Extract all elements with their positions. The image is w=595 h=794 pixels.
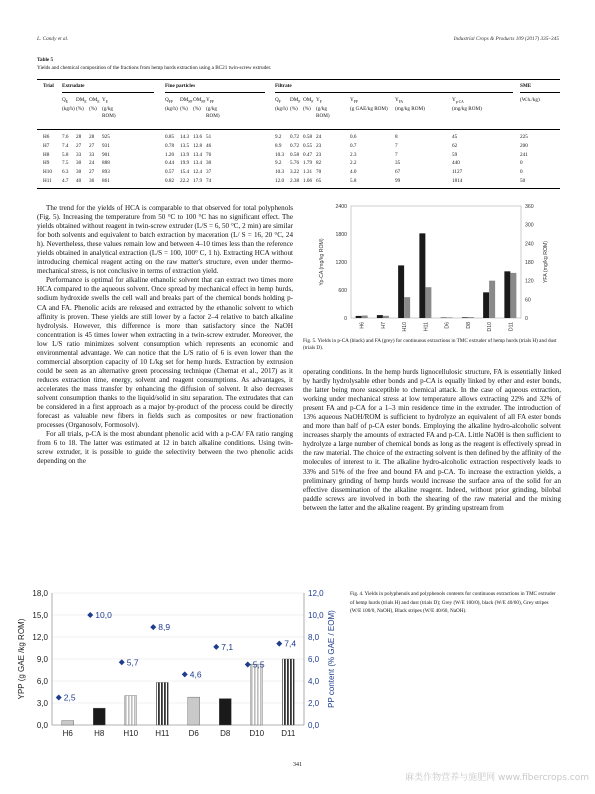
table-cell: 0.58 (290, 151, 300, 158)
column-unit: (%) (89, 106, 97, 113)
table-cell: 40 (76, 178, 82, 184)
table-row-trial: H11 (43, 178, 52, 184)
x-tick-label: D6 (444, 322, 451, 329)
bar-pca (356, 316, 362, 318)
table-cell: 24 (316, 134, 322, 140)
column-subscript: F (278, 100, 281, 105)
table-cell: 27 (89, 169, 95, 176)
table-cell: 13.4 (193, 160, 203, 167)
fine-particles-underline (165, 92, 265, 93)
data-label: 2,5 (63, 692, 76, 703)
x-tick-label: H11 (423, 322, 430, 332)
table-cell: 0.6 (350, 134, 357, 140)
y-tick-label: 1200 (335, 260, 347, 266)
table-cell: 4.0 (350, 169, 357, 176)
x-tick-label: H10 (402, 322, 409, 332)
extrudate-underline (62, 92, 154, 93)
x-tick-label: H7 (380, 322, 387, 329)
table-cell: 8 (395, 134, 398, 140)
table-cell: 12.4 (193, 169, 203, 176)
table-cell: 45 (452, 134, 458, 140)
table-cell: 5.76 (290, 160, 300, 167)
y2-tick-label: 4,0 (308, 677, 320, 686)
bar-pca (419, 233, 425, 318)
table-cell: 925 (102, 134, 110, 140)
table-cell: 14.3 (180, 134, 190, 140)
bar-fa (489, 281, 495, 318)
bar-fa (362, 316, 368, 318)
figure-5-caption: Fig. 5. Yields in p-CA (black) and FA (grey) for continuous extractions in TMC extruder of hemp hurds (trials H) and dust (trials D). (303, 338, 557, 351)
plot-frame (351, 206, 521, 318)
table-group-fine-particles: Fine particles (165, 83, 196, 89)
table-cell: 82 (316, 160, 322, 167)
table-cell: 440 (452, 160, 460, 167)
column-unit: (%) (76, 106, 84, 113)
x-tick-label: D6 (188, 729, 199, 738)
y-axis-label: YPP (g GAE /kg ROM) (17, 618, 26, 700)
column-subscript: PP (209, 100, 214, 105)
column-unit: (%) (303, 106, 311, 113)
table-cell: 931 (102, 142, 110, 149)
paragraph: operating conditions. In the hemp hurds lignocellulosic structure, FA is essentially linked by hardly hydrolysable ether bonds and p-CA is equally linked by ether and ester bonds, the latter being more susceptible to chemical attack. In the case of aqueous extraction, working under mechanical stress at low temperature allows extracting 22% and 32% of present FA and p-CA for a 1–3 min residence time in the extruder. The introduction of 13% aqueous NaOH/ROM is sufficient to hydrolyze an equivalent of all FA ester bonds and more than half of p-CA ester bonds. Employing the alkaline hydro-alcoholic solvent increases sharply the amounts of extracted FA and p-CA. Little NaOH is then sufficient to hydrolyze a large number of chemical bonds as long as the reagent is effectively spread in the raw material. The choice of the extracting solvent is then defined by the affinity of the molecules of interest to it. The alkaline hydro-alcoholic extraction respectively leads to 33% and 51% of the free and bound FA and p-CA. To increase the extraction yields, a preliminary grinding of hemp hurds would increase the surface area of the solid for an effective dissemination of the alkaline reagent. Indeed, without prior grinding, bilobal paddle screws are involved in both the shearing of the raw material and the mixing between the latter and the alkaline reagent. By grinding upstream from (303, 368, 561, 512)
data-point-diamond (119, 659, 125, 665)
table-cell: 0.55 (303, 142, 313, 149)
table-cell: 0 (520, 169, 523, 176)
table-column-header (206, 97, 246, 120)
table-cell: 7.4 (62, 142, 69, 149)
column-unit: (mg/kg ROM) (452, 106, 482, 113)
column-unit: (g/kg ROM) (316, 106, 330, 120)
table-cell: 5.8 (350, 178, 357, 184)
x-tick-label: D11 (508, 322, 515, 332)
bar-pca (504, 271, 510, 318)
data-label: 5,7 (126, 657, 139, 668)
table-top-rule (37, 79, 560, 80)
table-cell: 7.5 (62, 160, 69, 167)
x-tick-label: D8 (220, 729, 231, 738)
column-label: Y (395, 97, 399, 103)
table-cell: 8.9 (275, 142, 282, 149)
column-label: DM (290, 97, 299, 103)
table-cell: 46 (206, 142, 212, 149)
column-unit: (kg/h) (62, 106, 75, 113)
bar-pca (462, 317, 468, 318)
x-tick-label: H6 (62, 729, 73, 738)
x-tick-label: D10 (249, 729, 265, 738)
data-point-diamond (245, 662, 251, 668)
table-header-rule (37, 129, 560, 130)
column-subscript: E (84, 100, 87, 105)
table-cell: 12.8 (193, 142, 203, 149)
table-cell: 0.7 (350, 142, 357, 149)
table-group-trial: Trial (43, 83, 54, 89)
data-point-diamond (182, 671, 188, 677)
table-cell: 17.9 (193, 178, 203, 184)
table-cell: 65 (316, 178, 322, 184)
column-label: Q (165, 97, 169, 103)
table-cell: 888 (102, 160, 110, 167)
data-point-diamond (213, 644, 219, 650)
table-cell: 35 (395, 160, 401, 167)
table-cell: 37 (206, 169, 212, 176)
data-label: 7,1 (221, 641, 234, 652)
column-label: Q (62, 97, 66, 103)
table-cell: 33 (76, 151, 82, 158)
y2-axis-label: YFA (mg/kg ROM) (543, 240, 549, 284)
table-cell: 0.47 (303, 151, 313, 158)
data-label: 10,0 (95, 610, 112, 620)
table-cell: 19.9 (180, 160, 190, 167)
table-cell: 28 (76, 134, 82, 140)
column-label: Y (350, 97, 354, 103)
table-cell: 200 (520, 142, 528, 149)
table-cell: 10.3 (275, 151, 285, 158)
table-cell: 241 (520, 151, 528, 158)
table-cell: 30 (76, 169, 82, 176)
bar-yield (62, 721, 74, 725)
table-cell: 15.4 (180, 169, 190, 176)
column-label: (W.h./kg) (520, 97, 540, 103)
column-label: Q (275, 97, 279, 103)
y-tick-label: 6,0 (36, 677, 48, 686)
bar-pca (483, 292, 489, 318)
table-cell: 225 (520, 134, 528, 140)
bar-fa (404, 297, 410, 318)
y-tick-label: 12,0 (32, 633, 48, 642)
x-tick-label: H6 (359, 322, 366, 329)
y2-tick-label: 0 (525, 316, 528, 322)
y2-tick-label: 240 (525, 241, 534, 248)
bar-yield (251, 664, 263, 725)
column-label: OM (303, 97, 312, 103)
table-cell: 1.06 (303, 178, 313, 184)
table-cell: 51 (206, 134, 212, 140)
column-label: Y (316, 97, 320, 103)
watermark: 麻类作物营养与施肥网 www.fibercrops.com (405, 773, 589, 783)
table-cell: 10.3 (275, 169, 285, 176)
body-text-right (303, 368, 561, 513)
column-unit: (g GAE/kg ROM) (350, 106, 388, 113)
paragraph: Performance is optimal for alkaline ethanolic solvent that can extract two times more HCA compared to the aqueous solvent. Once spread by mechanical effect in hemp hurds, sodium hydroxide swells the cell wall and breaks part of the chemical bonds holding p-CA and FA. Phenolic acids are released and extracted by the ethanolic solvent to which affinity is proven. These yields are still lower by a factor 2–4 relative to batch alkaline hydrolysis. However, this difference is more than satisfactory since the NaOH concentration is 45 times lower when extracting in a twin-screw extruder. Moreover, the low L/S ratio minimizes solvent consumption which represents an economic and environmental advantage. We can notice that the L/S ratio of 6 is even lower than the commercial absorption capacity of 10 L/kg set for hemp hurds. Extraction by extrusion could be seen as an alternative green processing technique (Chemat et al., 2017) as it reduces extraction time, energy, solvent and reagent consumptions. As advantages, it accelerates the mass transfer by enhancing the diffusion of solvent. It also decreases solvent consumption thanks to the liquid/solid in situ separation. The extrudates that can be considered in a first approach as a major by-product of the process could be directly forecast as valuable new fibers in fields such as composites or new fractionation processes (Organosolv, Formosolv). (37, 276, 293, 430)
table-row-trial: H7 (43, 142, 50, 149)
table-cell: 23 (316, 151, 322, 158)
table-column-header (520, 97, 560, 104)
table-cell: 74 (206, 178, 212, 184)
x-tick-label: H10 (123, 729, 139, 738)
table-cell: 24 (89, 160, 95, 167)
data-label: 7,4 (284, 638, 297, 649)
table-cell: 0.72 (290, 134, 300, 140)
table-cell: 0.85 (165, 134, 175, 140)
data-label: 4,6 (189, 669, 202, 680)
column-unit: (g/kg ROM) (102, 106, 116, 120)
table-column-header (350, 97, 390, 113)
y-tick-label: 0 (344, 316, 347, 322)
figure-5-chart (303, 198, 561, 338)
table-group-sme: SME (520, 83, 532, 89)
sme-underline (520, 92, 560, 93)
column-unit: (%) (180, 106, 188, 113)
y2-tick-label: 6,0 (308, 655, 320, 664)
table-cell: 7 (395, 142, 398, 149)
data-point-diamond (276, 641, 282, 647)
column-subscript: F (298, 100, 301, 105)
column-subscript: p-CA (455, 100, 464, 105)
body-text-left (37, 204, 293, 466)
table-cell: 861 (102, 178, 110, 184)
column-label: OM (193, 97, 202, 103)
table-cell: 13.5 (180, 142, 190, 149)
table-bottom-rule (37, 188, 560, 189)
table-cell: 9.2 (275, 160, 282, 167)
y2-tick-label: 8,0 (308, 633, 320, 642)
table-cell: 13.9 (180, 151, 190, 158)
column-unit: (mg/kg ROM) (395, 106, 425, 113)
table-cell: 99 (395, 178, 401, 184)
bar-pca (398, 265, 404, 318)
column-unit: (g/kg ROM) (206, 106, 220, 120)
table-cell: 4.7 (62, 178, 69, 184)
table-cell: 27 (89, 142, 95, 149)
table-row-trial: H9 (43, 160, 50, 167)
y2-axis-label: PP content (% GAE / EOM) (327, 610, 336, 708)
table-column-header (395, 97, 435, 113)
table-cell: 22.2 (180, 178, 190, 184)
table-row-trial: H6 (43, 134, 50, 140)
figure-4-caption: Fig. 4. Yields in polyphenols and polyphenols contents for continuous extractions in TMC extruder of hemp hurds (trials H) and dust (trials D); Grey (W/E 100/0), black (W/E 40/60), Grey stripes (W/E 100/0, NaOH), Black stripes (W/E 40/60, NaOH). (350, 591, 556, 615)
column-unit: (%) (193, 106, 201, 113)
table-row-trial: H10 (43, 169, 52, 176)
table-cell: 13.4 (193, 151, 203, 158)
running-header-authors: L. Candy et al. (37, 36, 69, 42)
page-number: 341 (293, 762, 302, 768)
column-unit: (kg/h) (275, 106, 288, 113)
table-cell: 76 (206, 151, 212, 158)
y2-tick-label: 300 (525, 222, 534, 229)
table-cell: 9.2 (275, 134, 282, 140)
table-cell: 6.3 (62, 169, 69, 176)
table-cell: 893 (102, 169, 110, 176)
x-tick-label: D8 (465, 322, 472, 329)
column-subscript: E (105, 100, 108, 105)
table-cell: 70 (316, 169, 322, 176)
column-subscript: FP (168, 100, 173, 105)
data-point-diamond (56, 695, 62, 701)
column-subscript: F (311, 100, 314, 105)
table-cell: 7.6 (62, 134, 69, 140)
bar-fa (447, 317, 453, 318)
y2-tick-label: 0,0 (308, 721, 320, 730)
table-cell: 0.57 (165, 169, 175, 176)
table-cell: 1.79 (303, 160, 313, 167)
x-tick-label: H8 (94, 729, 105, 738)
column-subscript: FA (398, 100, 404, 105)
y-tick-label: 0,0 (36, 721, 48, 730)
table-cell: 30 (76, 160, 82, 167)
column-subscript: FP (201, 100, 206, 105)
filtrate-underline (275, 92, 513, 93)
column-label: OM (89, 97, 98, 103)
running-header-journal: Industrial Crops & Products 109 (2017) 335–345 (453, 36, 559, 42)
bar-fa (383, 316, 389, 318)
table-column-header (452, 97, 492, 113)
table-cell: 12.0 (275, 178, 285, 184)
y2-tick-label: 10,0 (308, 611, 324, 620)
data-point-diamond (87, 612, 93, 618)
y-tick-label: 9,0 (36, 655, 48, 664)
table-cell: 1.20 (165, 151, 175, 158)
figure-4-chart (14, 583, 342, 748)
y-tick-label: 600 (338, 288, 347, 294)
column-label: Y (452, 97, 456, 103)
table-column-header (102, 97, 142, 120)
paragraph: For all trials, p-CA is the most abundant phenolic acid with a p-CA/ FA ratio ranging from 6 to 18. The latter was estimated at 12 in batch alkaline conditions. Using twin-screw extruder, it is possible to guide the selectivity between the two phenolic acids depending on the (37, 430, 293, 466)
table-cell: 50 (520, 178, 526, 184)
column-unit: (kg/h) (165, 106, 178, 113)
y2-tick-label: 360 (525, 204, 534, 210)
paragraph: The trend for the yields of HCA is comparable to that observed for total polyphenols (Fig. 5). Increasing the temperature from 50 °C to 100 °C has no significant effect. The yields obtained without reagent in twin-screw extruder (L/S = 6, 50 °C, 2 min) are similar for both solvents and equivalent to batch extraction by maceration (L/ S = 16, 20 °C, 24 h). Nevertheless, these values remain low and between 4–10 times less than the reference yields obtained in analytical extraction (L/S = 100, 100° C, 1 h). Extracting HCA without introducing chemical reagent acting on the raw matter's structure, even under thermo-mechanical stress, is not conclusive in terms of extraction yield. (37, 204, 293, 276)
table-cell: 13.6 (193, 134, 203, 140)
table-caption: Yields and chemical composition of the fractions from hemp hurds extraction using a BC21 twin-screw extruder. (37, 65, 272, 71)
y-tick-label: 2400 (335, 204, 347, 210)
bar-yield (188, 697, 200, 725)
table-cell: 27 (76, 142, 82, 149)
column-label: Y (102, 97, 106, 103)
x-tick-label: D10 (487, 322, 494, 332)
y-tick-label: 15,0 (32, 611, 48, 620)
table-cell: 2.38 (290, 178, 300, 184)
table-cell: 7 (395, 151, 398, 158)
data-point-diamond (150, 624, 156, 630)
y2-tick-label: 180 (525, 260, 534, 266)
y-tick-label: 1800 (335, 232, 347, 238)
column-label: Y (206, 97, 210, 103)
bar-fa (468, 317, 474, 318)
table-cell: 2.3 (350, 151, 357, 158)
x-tick-label: H11 (155, 729, 170, 738)
data-label: 5,5 (252, 659, 265, 670)
table-row-trial: H8 (43, 151, 50, 158)
table-cell: 0.58 (303, 134, 313, 140)
table-cell: 1.31 (303, 169, 313, 176)
x-tick-label: D11 (281, 729, 296, 738)
bar-fa (510, 273, 516, 318)
table-cell: 36 (89, 178, 95, 184)
table-cell: 0 (520, 160, 523, 167)
column-label: DM (76, 97, 85, 103)
table-cell: 23 (316, 142, 322, 149)
column-subscript: F (319, 100, 322, 105)
table-cell: 62 (452, 142, 458, 149)
y2-tick-label: 12,0 (308, 589, 324, 598)
table-cell: 0.78 (165, 142, 175, 149)
y-axis-label: Yp-CA (mg/kg ROM) (319, 238, 325, 286)
bar-fa (425, 287, 431, 318)
table-cell: 5.8 (62, 151, 69, 158)
table-cell: 28 (89, 134, 95, 140)
y2-tick-label: 60 (525, 297, 531, 304)
bar-yield (282, 659, 294, 725)
table-cell: 0.82 (165, 178, 175, 184)
table-cell: 1127 (452, 169, 463, 176)
column-subscript: E (65, 100, 68, 105)
table-cell: 67 (395, 169, 401, 176)
table-cell: 59 (452, 151, 458, 158)
table-cell: 901 (102, 151, 110, 158)
column-subscript: FP (188, 100, 193, 105)
table-group-filtrate: Filtrate (275, 83, 292, 89)
table-group-extrudate: Extrudate (62, 83, 85, 89)
column-unit: (%) (290, 106, 298, 113)
bar-yield (125, 696, 137, 725)
column-label: DM (180, 97, 189, 103)
bar-yield (156, 682, 168, 725)
table-cell: 0.72 (290, 142, 300, 149)
bar-pca (377, 315, 383, 318)
bar-yield (93, 708, 105, 725)
table-cell: 1814 (452, 178, 463, 184)
column-subscript: E (97, 100, 100, 105)
table-cell: 30 (206, 160, 212, 167)
table-cell: 0.44 (165, 160, 175, 167)
y2-tick-label: 2,0 (308, 699, 320, 708)
table-label: Table 5 (37, 57, 54, 63)
data-label: 8,9 (158, 622, 171, 633)
table-cell: 33 (89, 151, 95, 158)
y-tick-label: 3,0 (36, 699, 48, 708)
table-cell: 2.2 (350, 160, 357, 167)
column-subscript: PP (353, 100, 358, 105)
bar-yield (219, 699, 231, 725)
y2-tick-label: 120 (525, 278, 534, 285)
y-tick-label: 18,0 (32, 589, 48, 598)
table-cell: 3.22 (290, 169, 300, 176)
